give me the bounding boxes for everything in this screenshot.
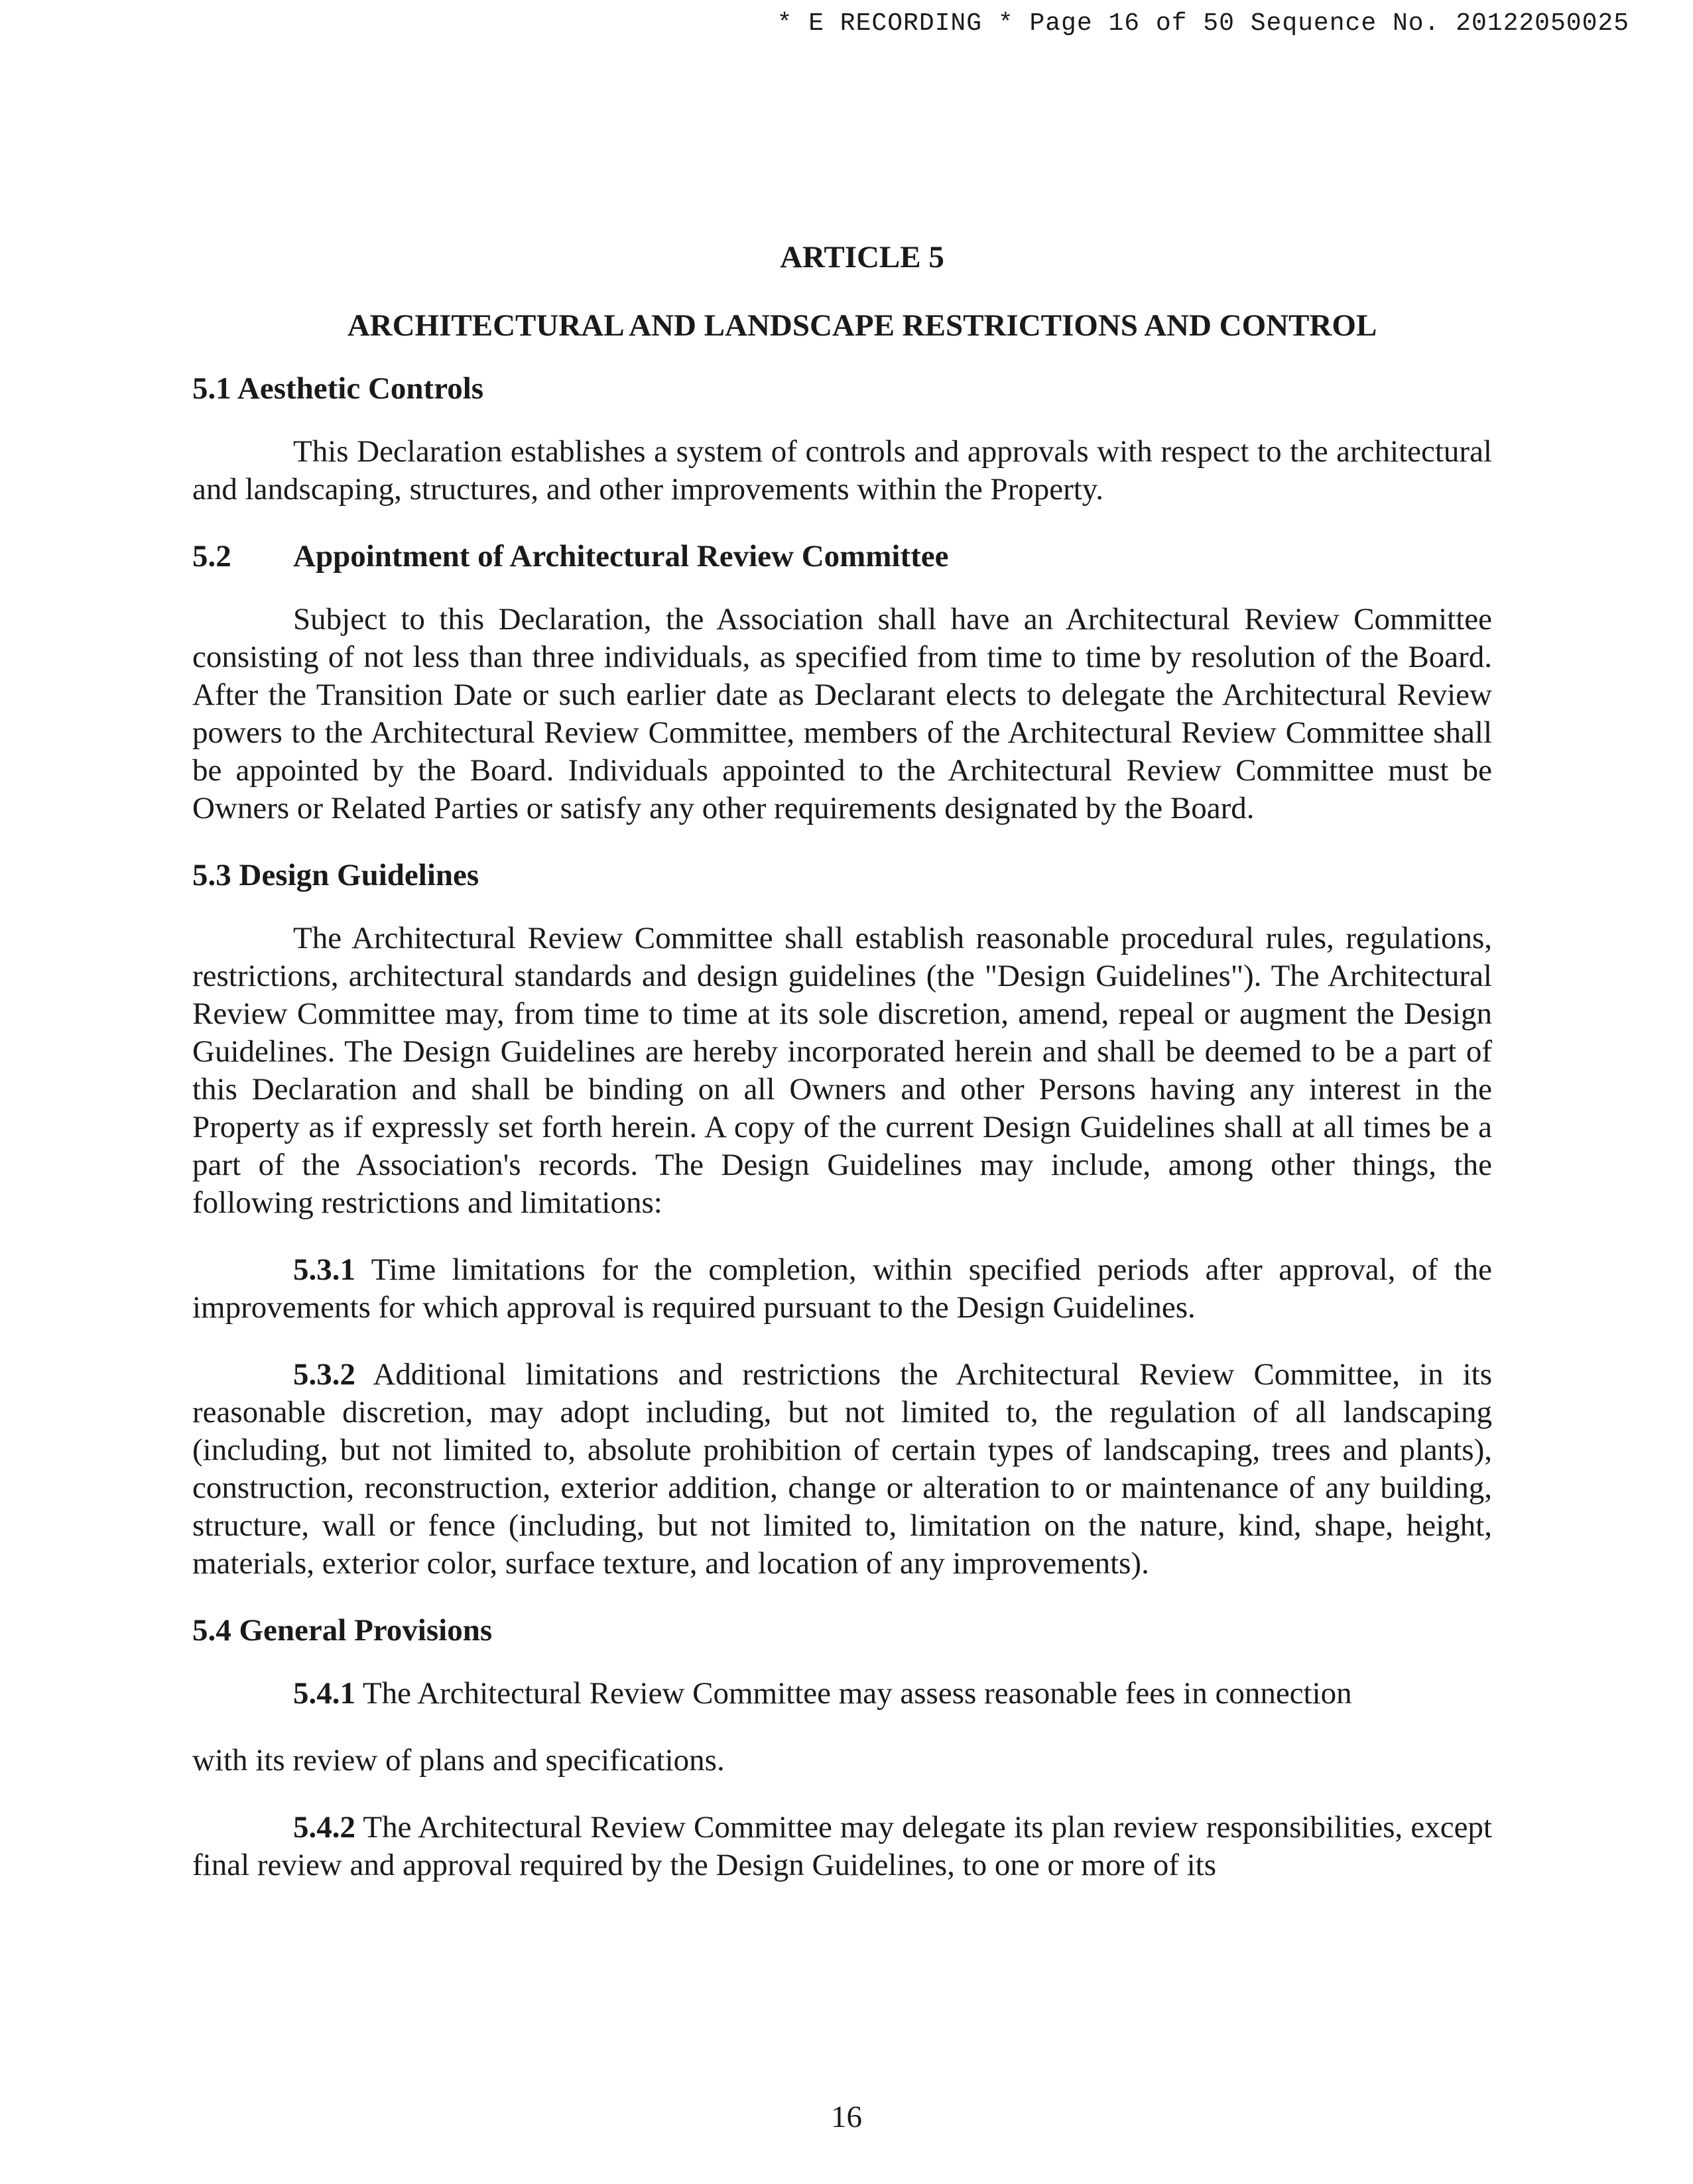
section-5-1-heading: 5.1 Aesthetic Controls — [192, 371, 484, 406]
recording-stamp: * E RECORDING * Page 16 of 50 Sequence No. 20122050025 — [777, 9, 1629, 38]
document-page — [192, 239, 1492, 1913]
subsection-5-3-1-number: 5.3.1 — [293, 1252, 355, 1287]
subsection-5-4-1-number: 5.4.1 — [293, 1676, 355, 1711]
subsection-5-3-1 — [192, 1251, 1492, 1327]
subsection-5-3-1-body: Time limitations for the completion, within specified periods after approval, of the improvements for which approval is required pursuant to the Design Guidelines. — [192, 1252, 1492, 1325]
section-5-3-heading: 5.3 Design Guidelines — [192, 858, 479, 892]
page-number: 16 — [831, 2100, 862, 2134]
subsection-5-4-1-line1 — [192, 1675, 1492, 1713]
section-5-2-body: Subject to this Declaration, the Association shall have an Architectural Review Committee consisting of not less than three individuals, as specified from time to time by resolution of the Board. After the Transition Date or such earlier date as Declarant elects to delegate the Architectural Review powers to the Architectural Review Committee, members of the Architectural Review Committee shall be appointed by the Board. Individuals appointed to the Architectural Review Committee must be Owners or Related Parties or satisfy any other requirements designated by the Board. — [192, 602, 1492, 825]
section-5-1-body: This Declaration establishes a system of controls and approvals with respect to the architectural and landscaping, structures, and other improvements within the Property. — [192, 434, 1492, 507]
article-title: ARTICLE 5 — [780, 240, 944, 274]
subsection-5-3-2-number: 5.3.2 — [293, 1357, 355, 1392]
subsection-5-4-2-body: The Architectural Review Committee may delegate its plan review responsibilities, except final review and approval required by the Design Guidelines, to one or more of its — [192, 1810, 1492, 1882]
section-5-3-body: The Architectural Review Committee shall establish reasonable procedural rules, regulations, restrictions, architectural standards and design guidelines (the "Design Guidelines"). The Architectural Review Committee may, from time to time at its sole discretion, amend, repeal or augment the Design Guidelines. The Design Guidelines are hereby incorporated herein and shall be deemed to be a part of this Declaration and shall be binding on all Owners and other Persons having any interest in the Property as if expressly set forth herein. A copy of the current Design Guidelines shall at all times be a part of the Association's records. The Design Guidelines may include, among other things, the following restrictions and limitations: — [192, 921, 1492, 1220]
subsection-5-3-2 — [192, 1356, 1492, 1583]
section-5-2-title: Appointment of Architectural Review Committee — [293, 539, 949, 574]
subsection-5-4-2 — [192, 1809, 1492, 1884]
subsection-5-4-1-body-line1: The Architectural Review Committee may assess reasonable fees in connection — [362, 1676, 1352, 1711]
section-5-4-heading: 5.4 General Provisions — [192, 1613, 493, 1648]
subsection-5-3-2-body: Additional limitations and restrictions the Architectural Review Committee, in its reasonable discretion, may adopt including, but not limited to, the regulation of all landscaping (including, but not limited to, absolute prohibition of certain types of landscaping, trees and plants), construction, reconstruction, exterior addition, change or alteration to or maintenance of any building, structure, wall or fence (including, but not limited to, limitation on the nature, kind, shape, height, materials, exterior color, surface texture, and location of any improvements). — [192, 1357, 1492, 1581]
section-5-2-heading — [192, 538, 1492, 576]
article-subtitle: ARCHITECTURAL AND LANDSCAPE RESTRICTIONS AND CONTROL — [347, 308, 1377, 343]
subsection-5-4-2-number: 5.4.2 — [293, 1810, 355, 1845]
section-5-2-number: 5.2 — [192, 539, 231, 574]
subsection-5-4-1-body-line2: with its review of plans and specifications. — [192, 1743, 725, 1778]
